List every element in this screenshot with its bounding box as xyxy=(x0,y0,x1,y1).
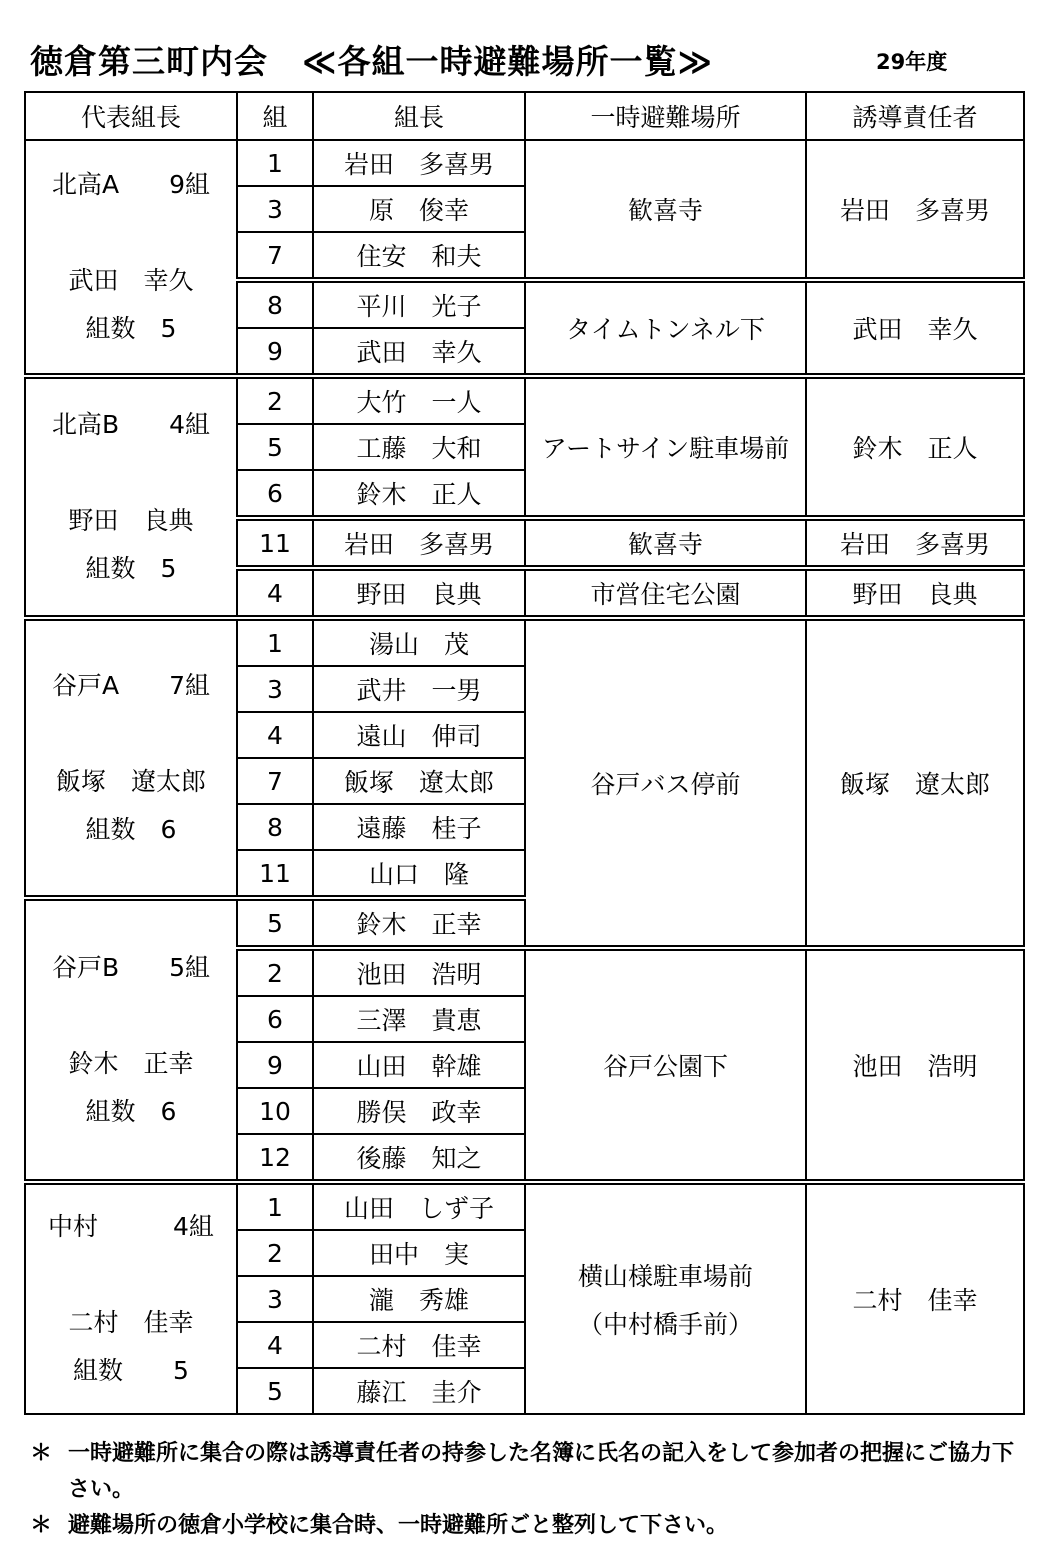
spacer xyxy=(26,449,236,497)
group-leader: 瀧 秀雄 xyxy=(313,1276,525,1322)
group-leader: 遠山 伸司 xyxy=(313,712,525,758)
block-leader-cell xyxy=(25,618,237,898)
group-leader: 田中 実 xyxy=(313,1230,525,1276)
group-number: 4 xyxy=(237,568,313,618)
block-leader-cell xyxy=(25,1182,237,1414)
shelter-place-cell xyxy=(525,1182,806,1414)
shelter-place: 横山様駐車場前 xyxy=(577,1262,753,1291)
group-number: 11 xyxy=(237,850,313,898)
block-area: 谷戸A 7組 xyxy=(51,671,210,700)
block-representative: 鈴木 正幸 xyxy=(68,1049,194,1078)
footnote-text: 一時避難所に集合の際は誘導責任者の持参した名簿に氏名の記入をして参加者の把握にご協力下さい。 xyxy=(68,1441,1015,1502)
shelter-guide: 鈴木 正人 xyxy=(806,376,1024,518)
group-leader: 原 俊幸 xyxy=(313,186,525,232)
block-count: 組数 5 xyxy=(85,554,177,583)
group-leader: 工藤 大和 xyxy=(313,424,525,470)
group-leader: 湯山 茂 xyxy=(313,618,525,666)
group-leader: 池田 浩明 xyxy=(313,948,525,996)
group-number: 9 xyxy=(237,1042,313,1088)
group-leader: 岩田 多喜男 xyxy=(313,518,525,568)
group-number: 2 xyxy=(237,1230,313,1276)
group-leader: 山田 しず子 xyxy=(313,1182,525,1230)
shelter-guide: 池田 浩明 xyxy=(806,948,1024,1182)
header-row xyxy=(25,92,1024,140)
block-area: 中村 4組 xyxy=(48,1212,214,1241)
group-leader: 武井 一男 xyxy=(313,666,525,712)
group-leader: 三澤 貴恵 xyxy=(313,996,525,1042)
block-leader-cell xyxy=(25,898,237,1182)
spacer xyxy=(26,209,236,257)
group-leader: 鈴木 正幸 xyxy=(313,898,525,948)
block-representative: 武田 幸久 xyxy=(68,266,194,295)
shelter-place: アートサイン駐車場前 xyxy=(525,376,806,518)
block-count: 組数 5 xyxy=(85,314,177,343)
shelter-guide: 野田 良典 xyxy=(806,568,1024,618)
header-leader: 組長 xyxy=(313,92,525,140)
footnotes xyxy=(30,1436,1030,1544)
group-leader: 山田 幹雄 xyxy=(313,1042,525,1088)
group-leader: 藤江 圭介 xyxy=(313,1368,525,1414)
group-number: 3 xyxy=(237,666,313,712)
header-shelter: 一時避難場所 xyxy=(525,92,806,140)
shelter-guide: 岩田 多喜男 xyxy=(806,518,1024,568)
header-representative: 代表組長 xyxy=(25,92,237,140)
group-number: 8 xyxy=(237,804,313,850)
group-leader: 後藤 知之 xyxy=(313,1134,525,1182)
block-area: 谷戸B 5組 xyxy=(51,953,211,982)
group-leader: 飯塚 遼太郎 xyxy=(313,758,525,804)
shelter-place: 谷戸バス停前 xyxy=(525,618,806,948)
evacuation-table xyxy=(24,91,1025,1415)
group-number: 3 xyxy=(237,1276,313,1322)
block-leader-cell xyxy=(25,376,237,618)
group-leader: 住安 和夫 xyxy=(313,232,525,280)
group-number: 10 xyxy=(237,1088,313,1134)
footnote xyxy=(30,1436,1030,1508)
shelter-guide: 二村 佳幸 xyxy=(806,1182,1024,1414)
group-number: 9 xyxy=(237,328,313,376)
shelter-place-note: （中村橋手前） xyxy=(577,1310,753,1339)
group-leader: 大竹 一人 xyxy=(313,376,525,424)
shelter-place: 歓喜寺 xyxy=(525,518,806,568)
block-representative: 野田 良典 xyxy=(68,506,194,535)
group-number: 1 xyxy=(237,140,313,186)
spacer xyxy=(26,1251,236,1299)
group-number: 3 xyxy=(237,186,313,232)
shelter-guide: 岩田 多喜男 xyxy=(806,140,1024,280)
group-number: 1 xyxy=(237,618,313,666)
group-leader: 鈴木 正人 xyxy=(313,470,525,518)
group-leader: 平川 光子 xyxy=(313,280,525,328)
group-number: 5 xyxy=(237,424,313,470)
group-number: 11 xyxy=(237,518,313,568)
group-number: 2 xyxy=(237,948,313,996)
group-leader: 武田 幸久 xyxy=(313,328,525,376)
group-leader: 岩田 多喜男 xyxy=(313,140,525,186)
spacer xyxy=(26,710,236,758)
header-group: 組 xyxy=(237,92,313,140)
table-row xyxy=(25,376,1024,424)
block-count: 組数 6 xyxy=(85,1097,177,1126)
footnote-text: 避難場所の徳倉小学校に集合時、一時避難所ごと整列して下さい。 xyxy=(68,1513,729,1538)
group-leader: 山口 隆 xyxy=(313,850,525,898)
page-title: 徳倉第三町内会 ≪各組一時避難場所一覧≫ xyxy=(30,42,714,81)
group-number: 1 xyxy=(237,1182,313,1230)
asterisk-mark: ＊ xyxy=(30,1441,53,1466)
shelter-place: 市営住宅公園 xyxy=(525,568,806,618)
table-row xyxy=(25,1182,1024,1230)
spacer xyxy=(26,992,236,1040)
table-row xyxy=(25,618,1024,666)
block-representative: 二村 佳幸 xyxy=(68,1308,194,1337)
table-row xyxy=(25,140,1024,186)
shelter-place: タイムトンネル下 xyxy=(525,280,806,376)
block-area: 北高B 4組 xyxy=(51,410,211,439)
group-leader: 遠藤 桂子 xyxy=(313,804,525,850)
group-number: 5 xyxy=(237,898,313,948)
block-count: 組数 6 xyxy=(85,815,177,844)
group-number: 4 xyxy=(237,1322,313,1368)
group-number: 2 xyxy=(237,376,313,424)
block-representative: 飯塚 遼太郎 xyxy=(55,767,206,796)
group-leader: 二村 佳幸 xyxy=(313,1322,525,1368)
asterisk-mark: ＊ xyxy=(30,1513,53,1538)
group-number: 4 xyxy=(237,712,313,758)
shelter-place: 歓喜寺 xyxy=(525,140,806,280)
group-leader: 野田 良典 xyxy=(313,568,525,618)
group-leader: 勝俣 政幸 xyxy=(313,1088,525,1134)
group-number: 6 xyxy=(237,470,313,518)
block-count: 組数 5 xyxy=(73,1356,189,1385)
shelter-guide: 武田 幸久 xyxy=(806,280,1024,376)
block-leader-cell xyxy=(25,140,237,376)
group-number: 6 xyxy=(237,996,313,1042)
group-number: 8 xyxy=(237,280,313,328)
group-number: 7 xyxy=(237,232,313,280)
shelter-place: 谷戸公園下 xyxy=(525,948,806,1182)
group-number: 7 xyxy=(237,758,313,804)
block-area: 北高A 9組 xyxy=(51,170,210,199)
footnote xyxy=(30,1508,1030,1544)
fiscal-year: 29年度 xyxy=(876,50,948,74)
group-number: 5 xyxy=(237,1368,313,1414)
group-number: 12 xyxy=(237,1134,313,1182)
shelter-guide: 飯塚 遼太郎 xyxy=(806,618,1024,948)
header-guide: 誘導責任者 xyxy=(806,92,1024,140)
